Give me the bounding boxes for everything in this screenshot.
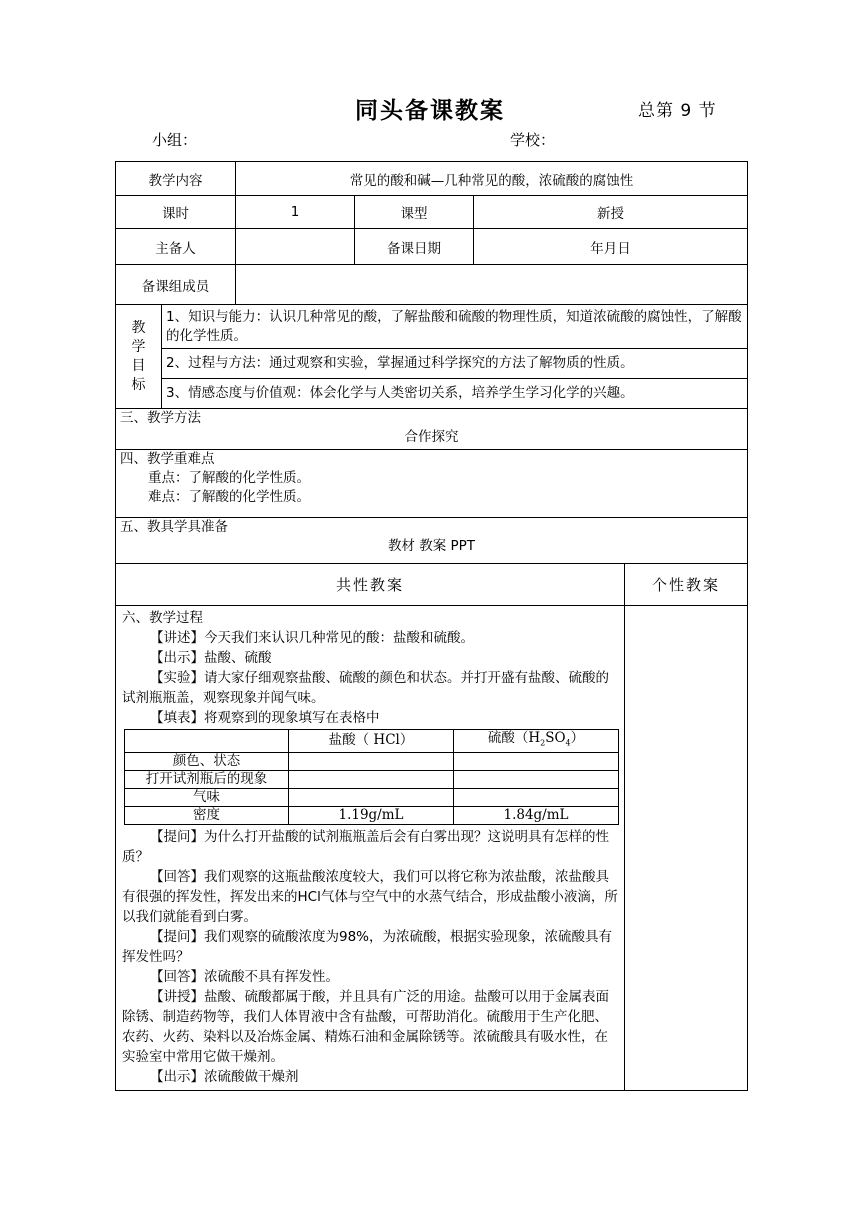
hcl-cell: 1.19g/mL — [289, 806, 454, 824]
difficult-point: 难点：了解酸的化学性质。 — [148, 489, 310, 505]
goal-item: 2、过程与方法：通过观察和实验，掌握通过科学探究的方法了解物质的性质。 — [162, 349, 748, 379]
process-paragraph: 【提问】为什么打开盐酸的试剂瓶瓶盖后会有白雾出现？这说明具有怎样的性质？ — [122, 828, 609, 865]
type-value: 新授 — [474, 196, 748, 229]
preparer-label: 主备人 — [116, 229, 236, 265]
members-label: 备课组成员 — [116, 265, 236, 305]
process-row — [116, 606, 748, 1091]
process-paragraph: 【填表】将观察到的现象填写在表格中 — [150, 710, 380, 726]
h2so4-cell — [454, 770, 619, 788]
type-label: 课型 — [355, 196, 474, 229]
tools-value: 教材 教案 PPT — [387, 538, 476, 554]
common-plan-header: 共性教案 — [116, 564, 625, 606]
goal-row-3 — [116, 379, 748, 409]
process-paragraph: 【讲授】盐酸、硫酸都属于酸，并且具有广泛的用途。盐酸可以用于金属表面除锈、制造药物等，我们人体胃液中含有盐酸，可帮助消化。硫酸用于生产化肥、农药、火药、染料以及冶炼金属、精炼石油和金属除锈等。浓硫酸具有吸水性，在实验室中常用它做干燥剂。 — [122, 988, 609, 1065]
date-label: 备课日期 — [355, 229, 474, 265]
process-paragraph: 【出示】浓硫酸做干燥剂 — [150, 1068, 299, 1085]
content-value: 常见的酸和碱—几种常见的酸，浓硫酸的腐蚀性 — [236, 162, 748, 196]
lesson-plan-table — [115, 161, 748, 1091]
goals-label-char: 标 — [131, 376, 146, 393]
observation-table — [124, 729, 619, 825]
process-paragraph: 【回答】我们观察的这瓶盐酸浓度较大，我们可以将它称为浓盐酸，浓盐酸具有很强的挥发性，挥发出来的HCl气体与空气中的水蒸气结合，形成盐酸小液滴，所以我们就能看到白雾。 — [122, 868, 618, 925]
process-section — [116, 606, 625, 1091]
process-paragraph: 【回答】浓硫酸不具有挥发性。 — [150, 968, 339, 985]
method-row — [116, 409, 748, 450]
personal-plan-cell — [625, 606, 748, 1091]
observation-row-label: 颜色、状态 — [125, 752, 289, 770]
method-value: 合作探究 — [404, 429, 459, 445]
process-heading: 六、教学过程 — [122, 610, 203, 626]
goal-item: 1、知识与能力：认识几种常见的酸，了解盐酸和硫酸的物理性质，知道浓硫酸的腐蚀性，了解酸的化学性质。 — [162, 305, 748, 349]
personal-plan-header: 个性教案 — [625, 564, 748, 606]
hcl-cell — [289, 752, 454, 770]
h2so4-header-sub: 4 — [565, 738, 571, 748]
content-label: 教学内容 — [116, 162, 236, 196]
group-label: 小组： — [152, 131, 198, 149]
h2so4-header-text: ） — [570, 730, 585, 746]
h2so4-header-sub: 2 — [540, 738, 546, 748]
observation-header-row — [125, 730, 619, 753]
observation-corner — [125, 730, 289, 753]
method-heading: 三、教学方法 — [120, 410, 201, 426]
date-value: 年月日 — [474, 229, 748, 265]
hcl-cell — [289, 770, 454, 788]
observation-row — [125, 806, 619, 824]
preparer-row — [116, 229, 748, 265]
h2so4-cell: 1.84g/mL — [454, 806, 619, 824]
difficulty-section — [116, 450, 748, 518]
tools-row — [116, 518, 748, 564]
tools-heading: 五、教具学具准备 — [120, 519, 228, 535]
goal-row-2 — [116, 349, 748, 379]
h2so4-cell — [454, 752, 619, 770]
observation-row-label: 密度 — [125, 806, 289, 824]
period-value: 1 — [236, 196, 355, 229]
observation-row — [125, 770, 619, 788]
process-paragraph: 【提问】我们观察的硫酸浓度为98%，为浓硫酸，根据实验现象，浓硫酸具有挥发性吗？ — [122, 928, 613, 965]
key-point: 重点：了解酸的化学性质。 — [148, 470, 310, 486]
page-title: 同头备课教案 — [355, 98, 505, 124]
difficulty-row — [116, 450, 748, 518]
period-row — [116, 196, 748, 229]
tools-section — [116, 518, 748, 564]
goals-label-char: 教 — [131, 319, 146, 336]
preparer-value — [236, 229, 355, 265]
content-row — [116, 162, 748, 196]
section-number: 总第 9 节 — [638, 101, 717, 121]
goal-row-1 — [116, 305, 748, 349]
h2so4-header-text: 硫酸（H — [487, 730, 541, 746]
h2so4-cell — [454, 788, 619, 806]
members-row — [116, 265, 748, 305]
observation-row-label: 打开试剂瓶后的现象 — [125, 770, 289, 788]
observation-row-label: 气味 — [125, 788, 289, 806]
goals-label-char: 学 — [131, 338, 146, 355]
observation-row — [125, 752, 619, 770]
goals-label — [116, 305, 162, 409]
observation-row — [125, 788, 619, 806]
hcl-cell — [289, 788, 454, 806]
process-paragraph: 【出示】盐酸、硫酸 — [150, 650, 272, 666]
school-label: 学校： — [510, 131, 556, 149]
difficulty-heading: 四、教学重难点 — [120, 451, 215, 467]
hcl-column-header: 盐酸（ HCl） — [289, 730, 454, 753]
goals-label-char: 目 — [131, 357, 146, 374]
period-label: 课时 — [116, 196, 236, 229]
h2so4-column-header — [454, 730, 619, 753]
process-paragraph: 【实验】请大家仔细观察盐酸、硫酸的颜色和状态。并打开盛有盐酸、硫酸的试剂瓶瓶盖，观察现象并闻气味。 — [122, 670, 609, 706]
column-header-row — [116, 564, 748, 606]
members-value — [236, 265, 748, 305]
h2so4-header-text: SO — [545, 730, 566, 746]
process-paragraph: 【讲述】今天我们来认识几种常见的酸：盐酸和硫酸。 — [150, 630, 474, 646]
method-section — [116, 409, 748, 450]
goal-item: 3、情感态度与价值观：体会化学与人类密切关系，培养学生学习化学的兴趣。 — [162, 379, 748, 409]
